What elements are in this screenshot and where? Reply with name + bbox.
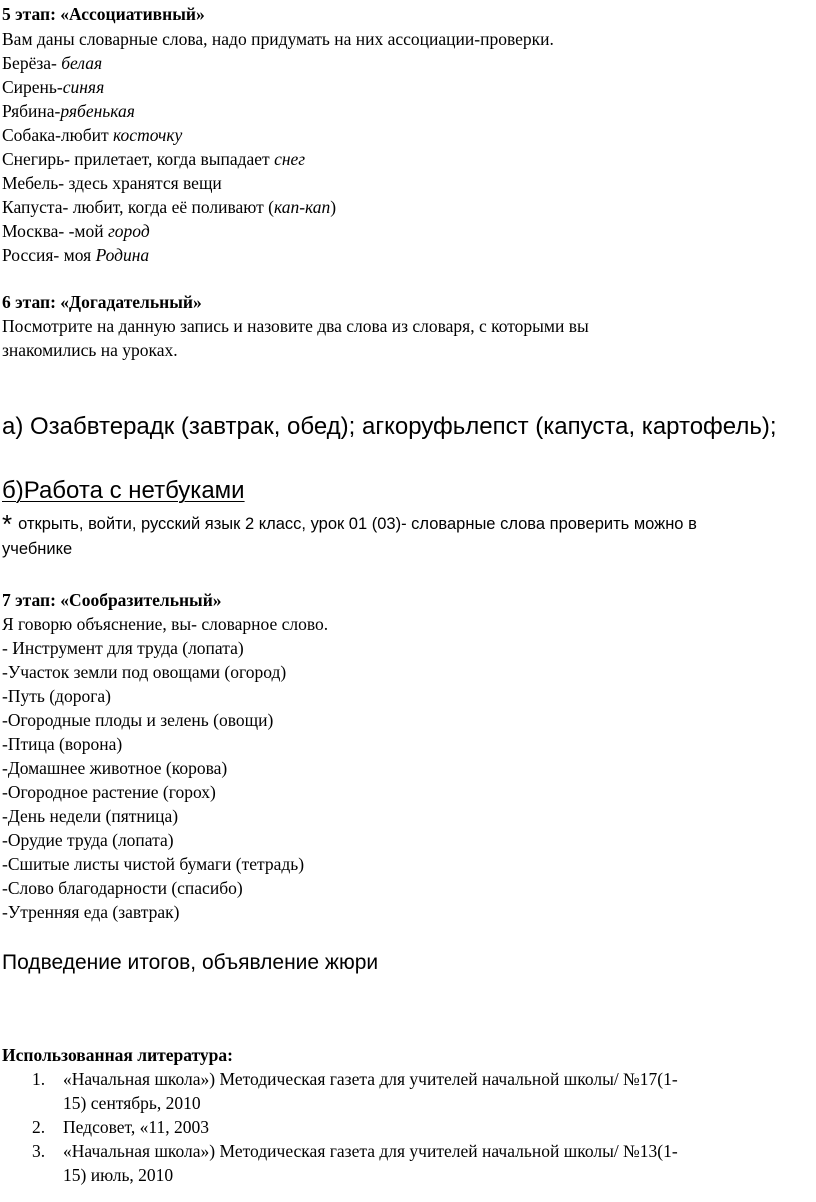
- netbook-note-line2: учебнике: [2, 540, 73, 558]
- association-item: Снегирь- прилетает, когда выпадает снег: [2, 149, 306, 169]
- riddle-item: -Утренняя еда (завтрак): [2, 902, 180, 922]
- association-item: Мебель- здесь хранятся вещи: [2, 173, 222, 193]
- association-item: Капуста- любит, когда её поливают (кап-кап): [2, 197, 337, 217]
- references-title: Использованная литература:: [2, 1045, 233, 1065]
- stage6-intro-line2: знакомились на уроках.: [2, 340, 178, 360]
- riddle-item: -Орудие труда (лопата): [2, 830, 174, 850]
- asterisk-marker: *: [2, 509, 13, 539]
- riddle-item: -Огородные плоды и зелень (овощи): [2, 710, 274, 730]
- association-item: Берёза- белая: [2, 53, 103, 73]
- task-a: а) Озабвтерадк (завтрак, обед); агкоруфьлепст (капуста, картофель);: [2, 413, 777, 440]
- task-b-heading: б)Работа с нетбуками: [2, 477, 245, 504]
- association-item: Сирень-синяя: [2, 77, 105, 97]
- riddle-item: -Слово благодарности (спасибо): [2, 878, 243, 898]
- riddle-item: -Участок земли под овощами (огород): [2, 662, 287, 682]
- stage5-intro: Вам даны словарные слова, надо придумать на них ассоциации-проверки.: [2, 29, 554, 49]
- stage7-intro: Я говорю объяснение, вы- словарное слово.: [2, 614, 329, 634]
- reference-number: 2.: [32, 1117, 46, 1137]
- association-item: Москва- -мой город: [2, 221, 150, 241]
- reference-number: 1.: [32, 1069, 46, 1089]
- riddle-item: -Путь (дорога): [2, 686, 111, 706]
- reference-item: 2. Педсовет, «11, 2003: [32, 1117, 209, 1137]
- riddle-item: -День недели (пятница): [2, 806, 179, 826]
- stage7-title: 7 этап: «Сообразительный»: [2, 590, 222, 610]
- stage6-intro-line1: Посмотрите на данную запись и назовите два слова из словаря, с которыми вы: [2, 316, 589, 336]
- summary-line: Подведение итогов, объявление жюри: [2, 951, 379, 974]
- riddle-item: -Птица (ворона): [2, 734, 123, 754]
- netbook-note: * открыть, войти, русский язык 2 класс, урок 01 (03)- словарные слова проверить можно в: [2, 509, 697, 539]
- reference-item: 1. «Начальная школа») Методическая газета для учителей начальной школы/ №17(1- 15) сентябрь, 2010: [32, 1069, 678, 1113]
- riddle-item: -Огородное растение (горох): [2, 782, 216, 802]
- reference-number: 3.: [32, 1141, 46, 1161]
- riddle-item: -Сшитые листы чистой бумаги (тетрадь): [2, 854, 305, 874]
- stage5-title: 5 этап: «Ассоциативный»: [2, 4, 205, 24]
- stage6-title: 6 этап: «Догадательный»: [2, 292, 202, 312]
- association-item: Собака-любит косточку: [2, 125, 183, 145]
- association-item: Россия- моя Родина: [2, 245, 150, 265]
- riddle-item: - Инструмент для труда (лопата): [2, 638, 244, 658]
- reference-item: 3. «Начальная школа») Методическая газета для учителей начальной школы/ №13(1- 15) июль, 2010: [32, 1141, 678, 1185]
- association-item: Рябина-рябенькая: [2, 101, 135, 121]
- riddle-item: -Домашнее животное (корова): [2, 758, 228, 778]
